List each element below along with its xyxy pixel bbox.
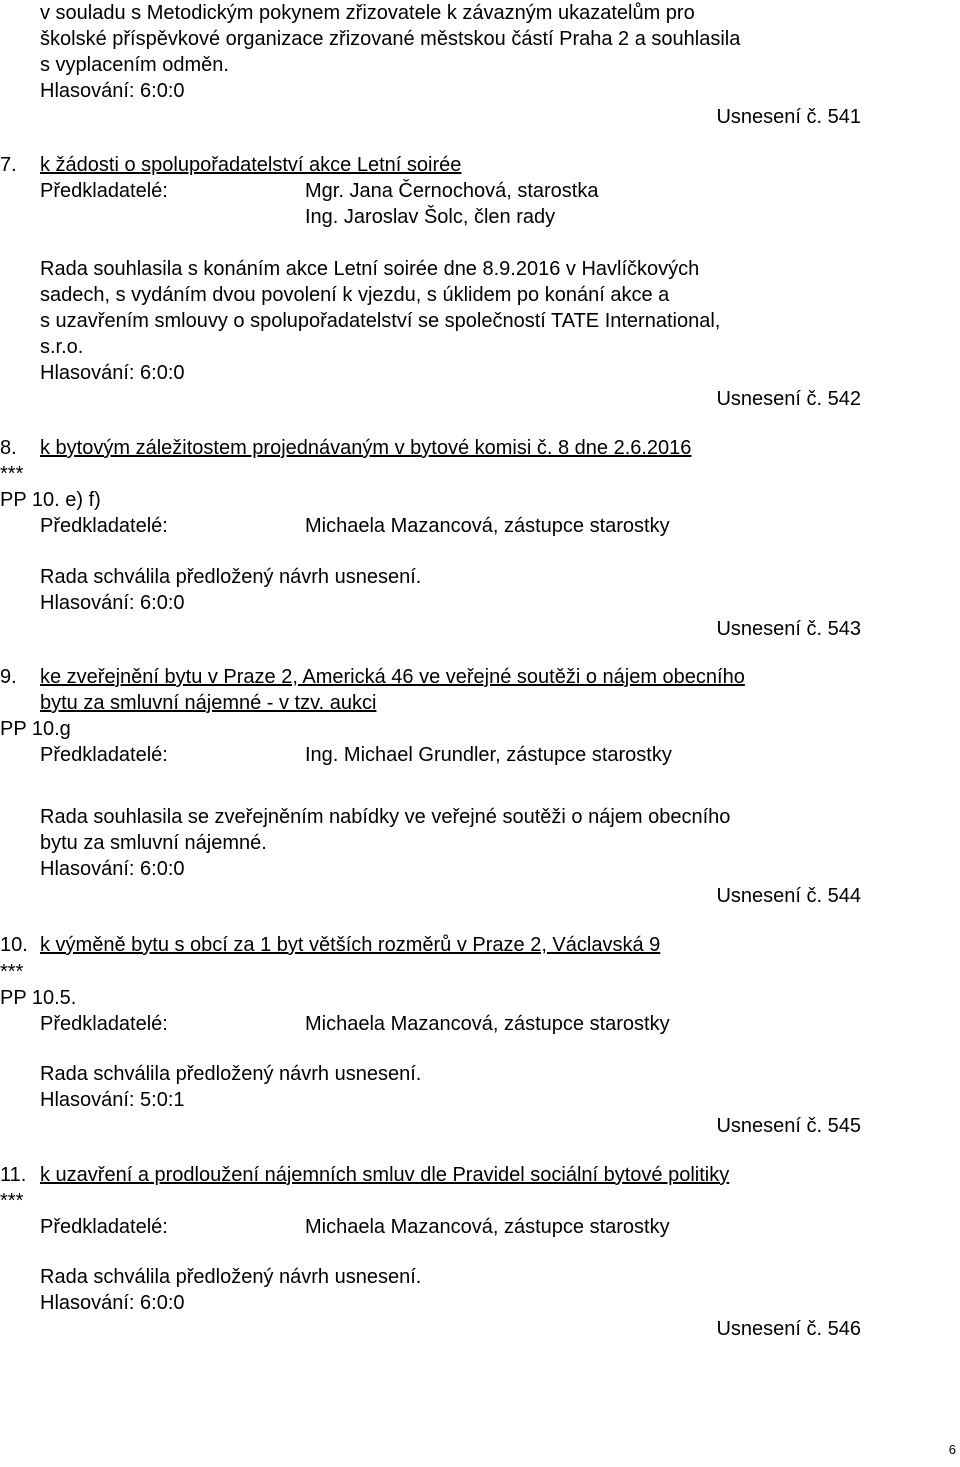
intro-line-2: školské příspěvkové organizace zřizované městskou částí Praha 2 a souhlasila [40, 28, 741, 50]
item-11-vote: Hlasování: 6:0:0 [40, 1292, 185, 1314]
item-10-submitters-label: Předkladatelé: [40, 1013, 168, 1035]
item-9-ref: PP 10.g [0, 718, 71, 740]
item-9-title-1: ke zveřejnění bytu v Praze 2, Americká 46 ve veřejné soutěži o nájem obecního [40, 666, 745, 688]
item-8-submitters-label: Předkladatelé: [40, 515, 168, 537]
item-11-body-1: Rada schválila předložený návrh usnesení. [40, 1266, 422, 1288]
item-9-submitters-label: Předkladatelé: [40, 744, 168, 766]
item-7-submitters-label: Předkladatelé: [40, 180, 168, 202]
intro-resolution: Usnesení č. 541 [716, 106, 861, 128]
item-10-submitter-1: Michaela Mazancová, zástupce starostky [305, 1013, 670, 1035]
item-7-body-4: s.r.o. [40, 336, 84, 358]
item-7-body-3: s uzavřením smlouvy o spolupořadatelství se společností TATE International, [40, 310, 721, 332]
item-10-body-1: Rada schválila předložený návrh usnesení. [40, 1063, 422, 1085]
item-8-body-1: Rada schválila předložený návrh usnesení. [40, 566, 422, 588]
item-9-number: 9. [0, 666, 17, 688]
item-10-ref: PP 10.5. [0, 987, 77, 1009]
item-9-body-2: bytu za smluvní nájemné. [40, 832, 267, 854]
item-7-submitter-2: Ing. Jaroslav Šolc, člen rady [305, 206, 556, 228]
item-8-ref: PP 10. e) f) [0, 489, 101, 511]
item-10-stars: *** [0, 961, 24, 983]
item-10-title: k výměně bytu s obcí za 1 byt větších rozměrů v Praze 2, Václavská 9 [40, 934, 661, 956]
item-8-title: k bytovým záležitostem projednávaným v bytové komisi č. 8 dne 2.6.2016 [40, 437, 692, 459]
item-11-submitters-label: Předkladatelé: [40, 1216, 168, 1238]
intro-line-1: v souladu s Metodickým pokynem zřizovatele k závazným ukazatelům pro [40, 2, 695, 24]
item-10-vote: Hlasování: 5:0:1 [40, 1089, 185, 1111]
item-11-number: 11. [0, 1164, 27, 1186]
item-11-submitter-1: Michaela Mazancová, zástupce starostky [305, 1216, 670, 1238]
item-8-submitter-1: Michaela Mazancová, zástupce starostky [305, 515, 670, 537]
item-10-resolution: Usnesení č. 545 [716, 1115, 861, 1137]
item-9-vote: Hlasování: 6:0:0 [40, 858, 185, 880]
item-11-resolution: Usnesení č. 546 [716, 1318, 861, 1340]
item-7-body-1: Rada souhlasila s konáním akce Letní soirée dne 8.9.2016 v Havlíčkových [40, 258, 700, 280]
item-7-vote: Hlasování: 6:0:0 [40, 362, 185, 384]
item-8-resolution: Usnesení č. 543 [716, 618, 861, 640]
item-8-stars: *** [0, 463, 24, 485]
item-7-title: k žádosti o spolupořadatelství akce Letní soirée [40, 154, 462, 176]
item-9-resolution: Usnesení č. 544 [716, 885, 861, 907]
intro-line-3: s vyplacením odměn. [40, 54, 229, 76]
item-11-stars: *** [0, 1190, 24, 1212]
item-7-body-2: sadech, s vydáním dvou povolení k vjezdu, s úklidem po konání akce a [40, 284, 670, 306]
item-8-vote: Hlasování: 6:0:0 [40, 592, 185, 614]
item-9-title-2: bytu za smluvní nájemné - v tzv. aukci [40, 692, 377, 714]
item-10-number: 10. [0, 934, 28, 956]
item-8-number: 8. [0, 437, 17, 459]
item-7-resolution: Usnesení č. 542 [716, 388, 861, 410]
item-7-number: 7. [0, 154, 17, 176]
item-7-submitter-1: Mgr. Jana Černochová, starostka [305, 180, 599, 202]
intro-vote: Hlasování: 6:0:0 [40, 80, 185, 102]
item-11-title: k uzavření a prodloužení nájemních smluv dle Pravidel sociální bytové politiky [40, 1164, 730, 1186]
item-9-submitter-1: Ing. Michael Grundler, zástupce starostky [305, 744, 672, 766]
page-number: 6 [948, 1442, 956, 1457]
item-9-body-1: Rada souhlasila se zveřejněním nabídky ve veřejné soutěži o nájem obecního [40, 806, 731, 828]
